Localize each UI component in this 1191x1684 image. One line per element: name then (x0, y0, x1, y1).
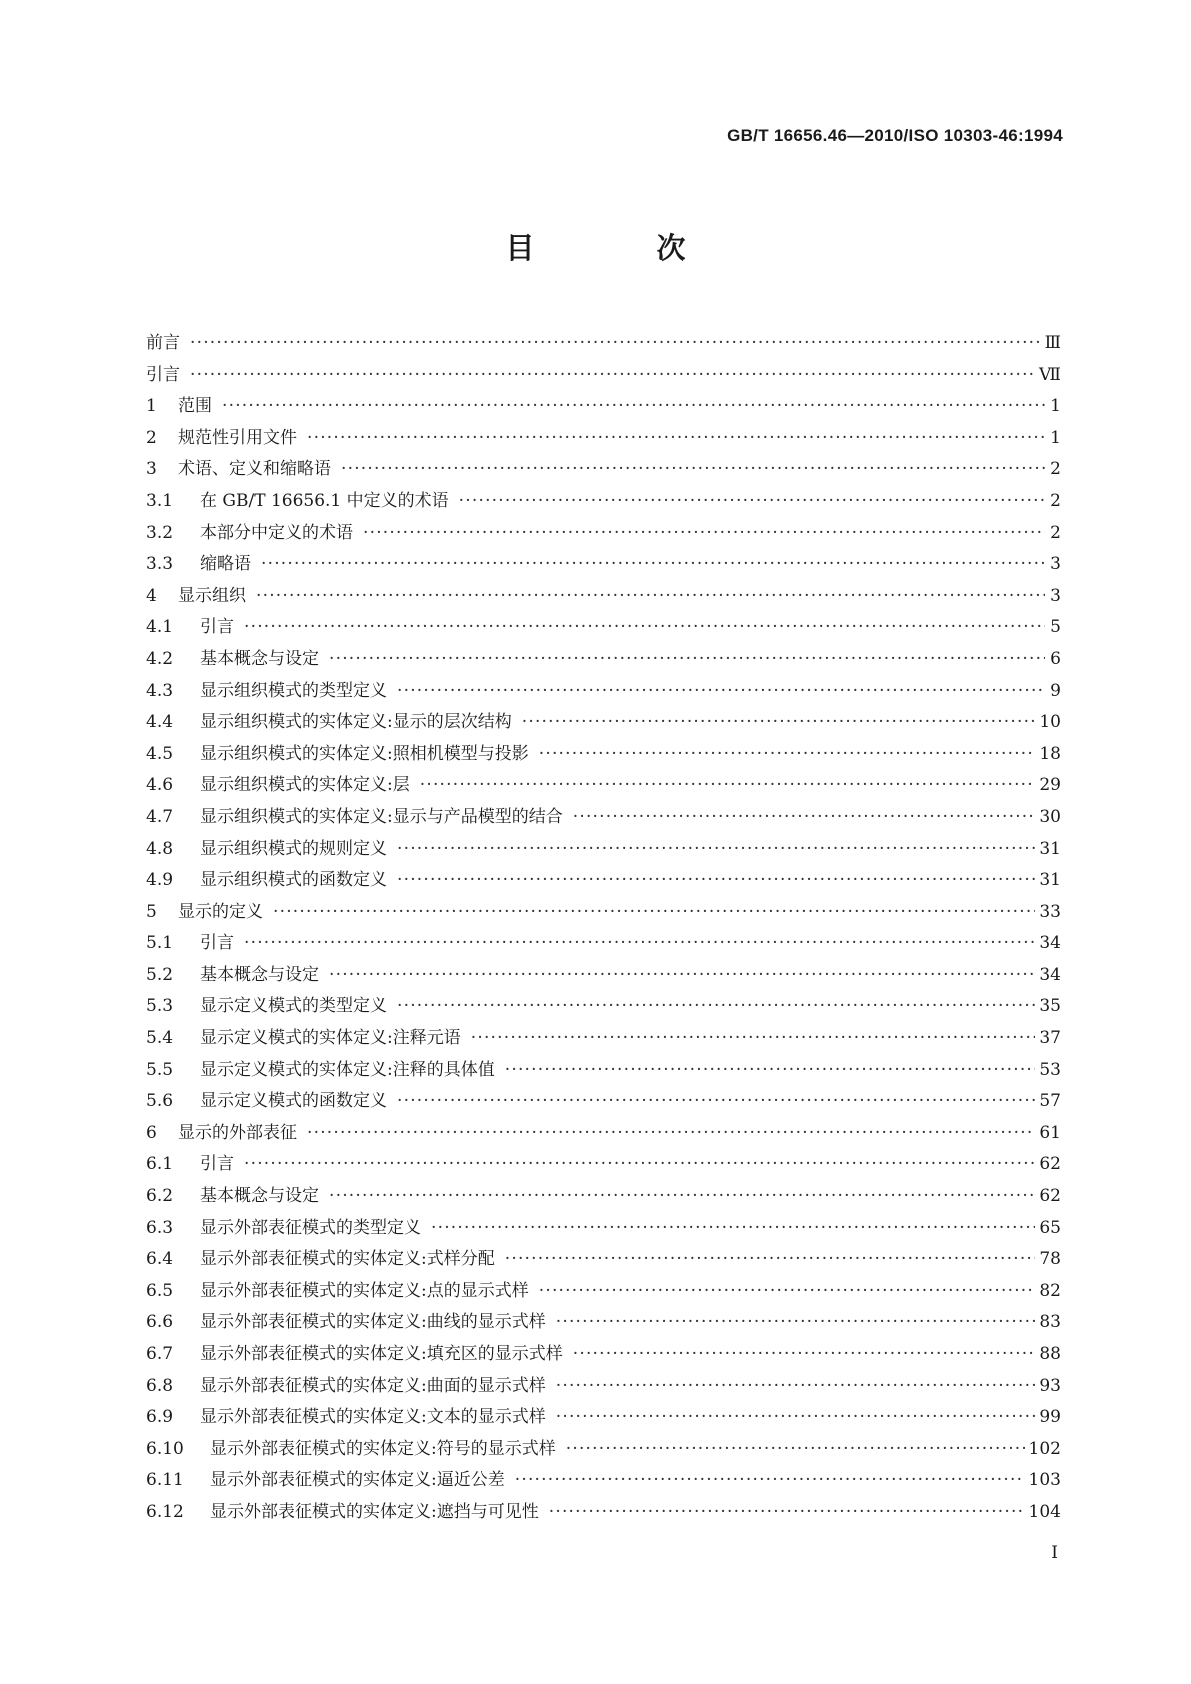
toc-entry[interactable] (146, 1339, 1061, 1371)
toc-entry[interactable] (146, 518, 1061, 550)
dot-leader (256, 586, 1045, 606)
toc-entry[interactable] (146, 1371, 1061, 1403)
toc-entry-title: 引言 (200, 933, 234, 954)
toc-entry-title: 显示外部表征模式的类型定义 (200, 1217, 421, 1238)
toc-entry[interactable] (146, 1434, 1061, 1466)
toc-entry[interactable] (146, 1402, 1061, 1434)
toc-entry-title: 显示外部表征模式的实体定义:式样分配 (200, 1249, 495, 1270)
toc-entry-number: 2 (146, 427, 157, 448)
toc-entry[interactable] (146, 423, 1061, 455)
toc-entry-title: 引言 (200, 617, 234, 638)
toc-entry-page: 2 (1050, 459, 1061, 480)
dot-leader (397, 839, 1035, 859)
toc-entry-number: 6.2 (146, 1186, 174, 1207)
dot-leader (244, 1154, 1035, 1174)
dot-leader (329, 1186, 1035, 1206)
toc-entry-page: 3 (1050, 554, 1061, 575)
toc-entry-title: 显示组织 (178, 585, 246, 606)
toc-entry-number: 3 (146, 459, 157, 480)
toc-entry[interactable] (146, 897, 1061, 929)
toc-entry[interactable] (146, 991, 1061, 1023)
dot-leader (397, 681, 1045, 701)
toc-entry-page: Ⅲ (1044, 333, 1061, 353)
dot-leader (397, 1091, 1035, 1111)
toc-entry[interactable] (146, 865, 1061, 897)
toc-entry[interactable] (146, 644, 1061, 676)
toc-entry[interactable] (146, 360, 1061, 392)
toc-entry-number: 6 (146, 1122, 157, 1143)
toc-entry-number: 5.3 (146, 996, 174, 1017)
toc-entry[interactable] (146, 707, 1061, 739)
toc-entry[interactable] (146, 802, 1061, 834)
toc-entry-number: 4.2 (146, 648, 174, 669)
toc-title: 目 次 (505, 231, 742, 265)
toc-entry-page: Ⅶ (1039, 364, 1061, 385)
toc-entry-number: 4.3 (146, 680, 174, 701)
toc-entry-number: 6.7 (146, 1344, 174, 1364)
toc-entry-page: 5 (1050, 617, 1061, 638)
dot-leader (420, 775, 1036, 795)
toc-entry-number: 3.2 (146, 522, 174, 543)
toc-entry[interactable] (146, 612, 1061, 644)
toc-entry-page: 31 (1039, 870, 1061, 891)
dot-leader (397, 870, 1035, 890)
toc-entry-title: 基本概念与设定 (200, 648, 319, 669)
toc-entry-number: 6.3 (146, 1217, 174, 1238)
toc-entry[interactable] (146, 834, 1061, 866)
toc-entry-title: 前言 (146, 333, 180, 353)
dot-leader (505, 1249, 1036, 1269)
toc-entry-number: 4.6 (146, 775, 174, 796)
dot-leader (341, 459, 1045, 479)
toc-entry-title: 显示定义模式的函数定义 (200, 1091, 387, 1112)
toc-entry-page: 30 (1039, 806, 1061, 827)
toc-entry-title: 显示定义模式的实体定义:注释元语 (200, 1028, 461, 1049)
toc-entry[interactable] (146, 1086, 1061, 1118)
dot-leader (329, 965, 1035, 985)
toc-entry-page: 61 (1039, 1122, 1061, 1143)
toc-entry[interactable] (146, 391, 1061, 423)
dot-leader (190, 333, 1041, 353)
toc-entry-page: 83 (1039, 1312, 1061, 1333)
toc-entry-number: 6.1 (146, 1154, 174, 1175)
toc-entry-page: 104 (1028, 1501, 1061, 1522)
dot-leader (505, 1060, 1036, 1080)
toc-entry[interactable] (146, 581, 1061, 613)
toc-entry-title: 引言 (200, 1154, 234, 1175)
toc-entry-page: 78 (1039, 1249, 1061, 1270)
toc-entry-page: 1 (1050, 396, 1061, 417)
dot-leader (261, 554, 1045, 574)
toc-entry-page: 9 (1050, 680, 1061, 701)
dot-leader (244, 933, 1035, 953)
dot-leader (539, 744, 1036, 764)
toc-entry-title: 显示外部表征模式的实体定义:曲面的显示式样 (200, 1375, 546, 1396)
toc-entry-page: 6 (1050, 648, 1061, 669)
toc-entry-title: 显示外部表征模式的实体定义:点的显示式样 (200, 1280, 529, 1301)
toc-entry-page: 18 (1039, 743, 1061, 764)
toc-entry-page: 34 (1039, 933, 1061, 954)
toc-entry[interactable] (146, 454, 1061, 486)
toc-entry[interactable] (146, 1149, 1061, 1181)
toc-entry-number: 1 (146, 396, 157, 417)
toc-entry[interactable] (146, 739, 1061, 771)
toc-entry[interactable] (146, 549, 1061, 581)
footer-page-number: I (1051, 1543, 1058, 1563)
toc-entry[interactable] (146, 1307, 1061, 1339)
toc-entry-title: 引言 (146, 364, 180, 385)
dot-leader (307, 1123, 1035, 1143)
toc-entry-page: 3 (1050, 585, 1061, 606)
toc-entry-title: 显示外部表征模式的实体定义:填充区的显示式样 (200, 1344, 563, 1364)
toc-entry[interactable] (146, 770, 1061, 802)
dot-leader (397, 996, 1035, 1016)
toc-entry-title: 本部分中定义的术语 (200, 522, 353, 543)
toc-entry-title: 显示外部表征模式的实体定义:逼近公差 (210, 1470, 505, 1491)
toc-entry-number: 4.5 (146, 743, 174, 764)
toc-entry-title: 显示组织模式的函数定义 (200, 870, 387, 891)
toc-entry[interactable] (146, 1181, 1061, 1213)
toc-entry-number: 5.4 (146, 1028, 174, 1049)
toc-entry-title: 范围 (178, 396, 212, 417)
toc-entry-number: 4.1 (146, 617, 174, 638)
toc-entry-title: 显示组织模式的实体定义:显示与产品模型的结合 (200, 806, 563, 827)
toc-entry-page: 62 (1039, 1186, 1061, 1207)
toc-entry-title: 术语、定义和缩略语 (178, 459, 331, 480)
toc-entry-title: 显示组织模式的实体定义:显示的层次结构 (200, 712, 512, 733)
dot-leader (471, 1028, 1036, 1048)
toc-entry-title: 显示外部表征模式的实体定义:符号的显示式样 (210, 1438, 556, 1459)
toc-entry-number: 6.5 (146, 1280, 174, 1301)
dot-leader (556, 1312, 1036, 1332)
toc-entry-page: 88 (1039, 1344, 1061, 1364)
toc-entry[interactable] (146, 960, 1061, 992)
toc-entry-page: 34 (1039, 964, 1061, 985)
toc-entry[interactable] (146, 1213, 1061, 1245)
toc-entry-page: 65 (1039, 1217, 1061, 1238)
toc-entry-title: 显示组织模式的实体定义:照相机模型与投影 (200, 743, 529, 764)
dot-leader (556, 1376, 1036, 1396)
dot-leader (539, 1281, 1036, 1301)
toc-entry-number: 5.5 (146, 1059, 174, 1080)
dot-leader (190, 365, 1035, 385)
dot-leader (459, 491, 1045, 511)
toc-entry-number: 3.3 (146, 554, 174, 575)
toc-entry-title: 显示定义模式的类型定义 (200, 996, 387, 1017)
toc-entry-title: 显示组织模式的规则定义 (200, 838, 387, 859)
toc-entry-number: 6.10 (146, 1438, 184, 1459)
toc-entry-number: 6.9 (146, 1407, 174, 1428)
toc-entry-number: 6.4 (146, 1249, 174, 1270)
toc-entry-number: 4.9 (146, 870, 174, 891)
toc-entry-page: 35 (1039, 996, 1061, 1017)
toc-entry-number: 5.6 (146, 1091, 174, 1112)
toc-entry-title: 显示的外部表征 (178, 1122, 297, 1143)
dot-leader (273, 902, 1035, 922)
dot-leader (549, 1502, 1025, 1522)
toc-entry-number: 6.6 (146, 1312, 174, 1333)
toc-entry-page: 1 (1050, 427, 1061, 448)
toc-entry[interactable] (146, 1497, 1061, 1529)
toc-entry-number: 6.12 (146, 1501, 184, 1522)
toc-entry-title: 显示的定义 (178, 901, 263, 922)
dot-leader (363, 523, 1045, 543)
toc-entry-page: 31 (1039, 838, 1061, 859)
toc-entry-page: 57 (1039, 1091, 1061, 1112)
toc-entry-number: 4.8 (146, 838, 174, 859)
toc-entry[interactable] (146, 928, 1061, 960)
toc-entry-number: 4 (146, 585, 157, 606)
toc-entry[interactable] (146, 1118, 1061, 1150)
toc-entry[interactable] (146, 676, 1061, 708)
toc-entry-number: 3.1 (146, 490, 174, 511)
dot-leader (244, 617, 1045, 637)
dot-leader (329, 649, 1045, 669)
dot-leader (515, 1470, 1025, 1490)
toc-entry-number: 4.7 (146, 806, 174, 827)
toc-entry-page: 10 (1039, 712, 1061, 733)
toc-entry-number: 4.4 (146, 712, 174, 733)
standard-code: GB/T 16656.46—2010/ISO 10303-46:1994 (727, 126, 1063, 145)
toc-entry-page: 29 (1039, 775, 1061, 796)
toc-entry[interactable] (146, 1276, 1061, 1308)
dot-leader (556, 1407, 1036, 1427)
toc-entry-page: 2 (1050, 490, 1061, 511)
toc-entry-page: 82 (1039, 1280, 1061, 1301)
toc-entry-number: 5.1 (146, 933, 174, 954)
toc-entry-title: 缩略语 (200, 554, 251, 575)
toc-entry-title: 显示外部表征模式的实体定义:遮挡与可见性 (210, 1501, 539, 1522)
dot-leader (522, 712, 1036, 732)
toc-entry-page: 99 (1039, 1407, 1061, 1428)
toc-entry-title: 显示外部表征模式的实体定义:文本的显示式样 (200, 1407, 546, 1428)
toc-entry[interactable] (146, 1244, 1061, 1276)
toc-entry-page: 62 (1039, 1154, 1061, 1175)
dot-leader (573, 807, 1036, 827)
toc-entry-page: 103 (1028, 1470, 1061, 1491)
toc-entry[interactable] (146, 486, 1061, 518)
toc-entry[interactable] (146, 328, 1061, 360)
toc-entry-page: 93 (1039, 1375, 1061, 1396)
toc-entry-page: 102 (1028, 1438, 1061, 1459)
toc-entry-page: 33 (1039, 901, 1061, 922)
dot-leader (573, 1344, 1036, 1364)
toc-entry-title: 显示外部表征模式的实体定义:曲线的显示式样 (200, 1312, 546, 1333)
toc-entry-number: 6.8 (146, 1375, 174, 1396)
toc-entry[interactable] (146, 1465, 1061, 1497)
toc-entry-page: 37 (1039, 1028, 1061, 1049)
toc-entry-title: 规范性引用文件 (178, 427, 297, 448)
toc-entry-title: 在 GB/T 16656.1 中定义的术语 (200, 490, 449, 511)
toc-entry-number: 5 (146, 901, 157, 922)
toc-entry[interactable] (146, 1055, 1061, 1087)
toc-entry-page: 53 (1039, 1059, 1061, 1080)
toc-entry-title: 显示组织模式的实体定义:层 (200, 775, 410, 796)
toc-entry-title: 显示组织模式的类型定义 (200, 680, 387, 701)
toc-entry-number: 6.11 (146, 1470, 184, 1491)
toc-entry-number: 5.2 (146, 964, 174, 985)
dot-leader (431, 1218, 1035, 1238)
dot-leader (222, 396, 1045, 416)
toc-entry-page: 2 (1050, 522, 1061, 543)
table-of-contents (146, 328, 1061, 1529)
dot-leader (566, 1439, 1025, 1459)
dot-leader (307, 428, 1045, 448)
toc-entry-title: 基本概念与设定 (200, 1186, 319, 1207)
toc-entry-title: 显示定义模式的实体定义:注释的具体值 (200, 1059, 495, 1080)
toc-entry-title: 基本概念与设定 (200, 964, 319, 985)
toc-entry[interactable] (146, 1023, 1061, 1055)
